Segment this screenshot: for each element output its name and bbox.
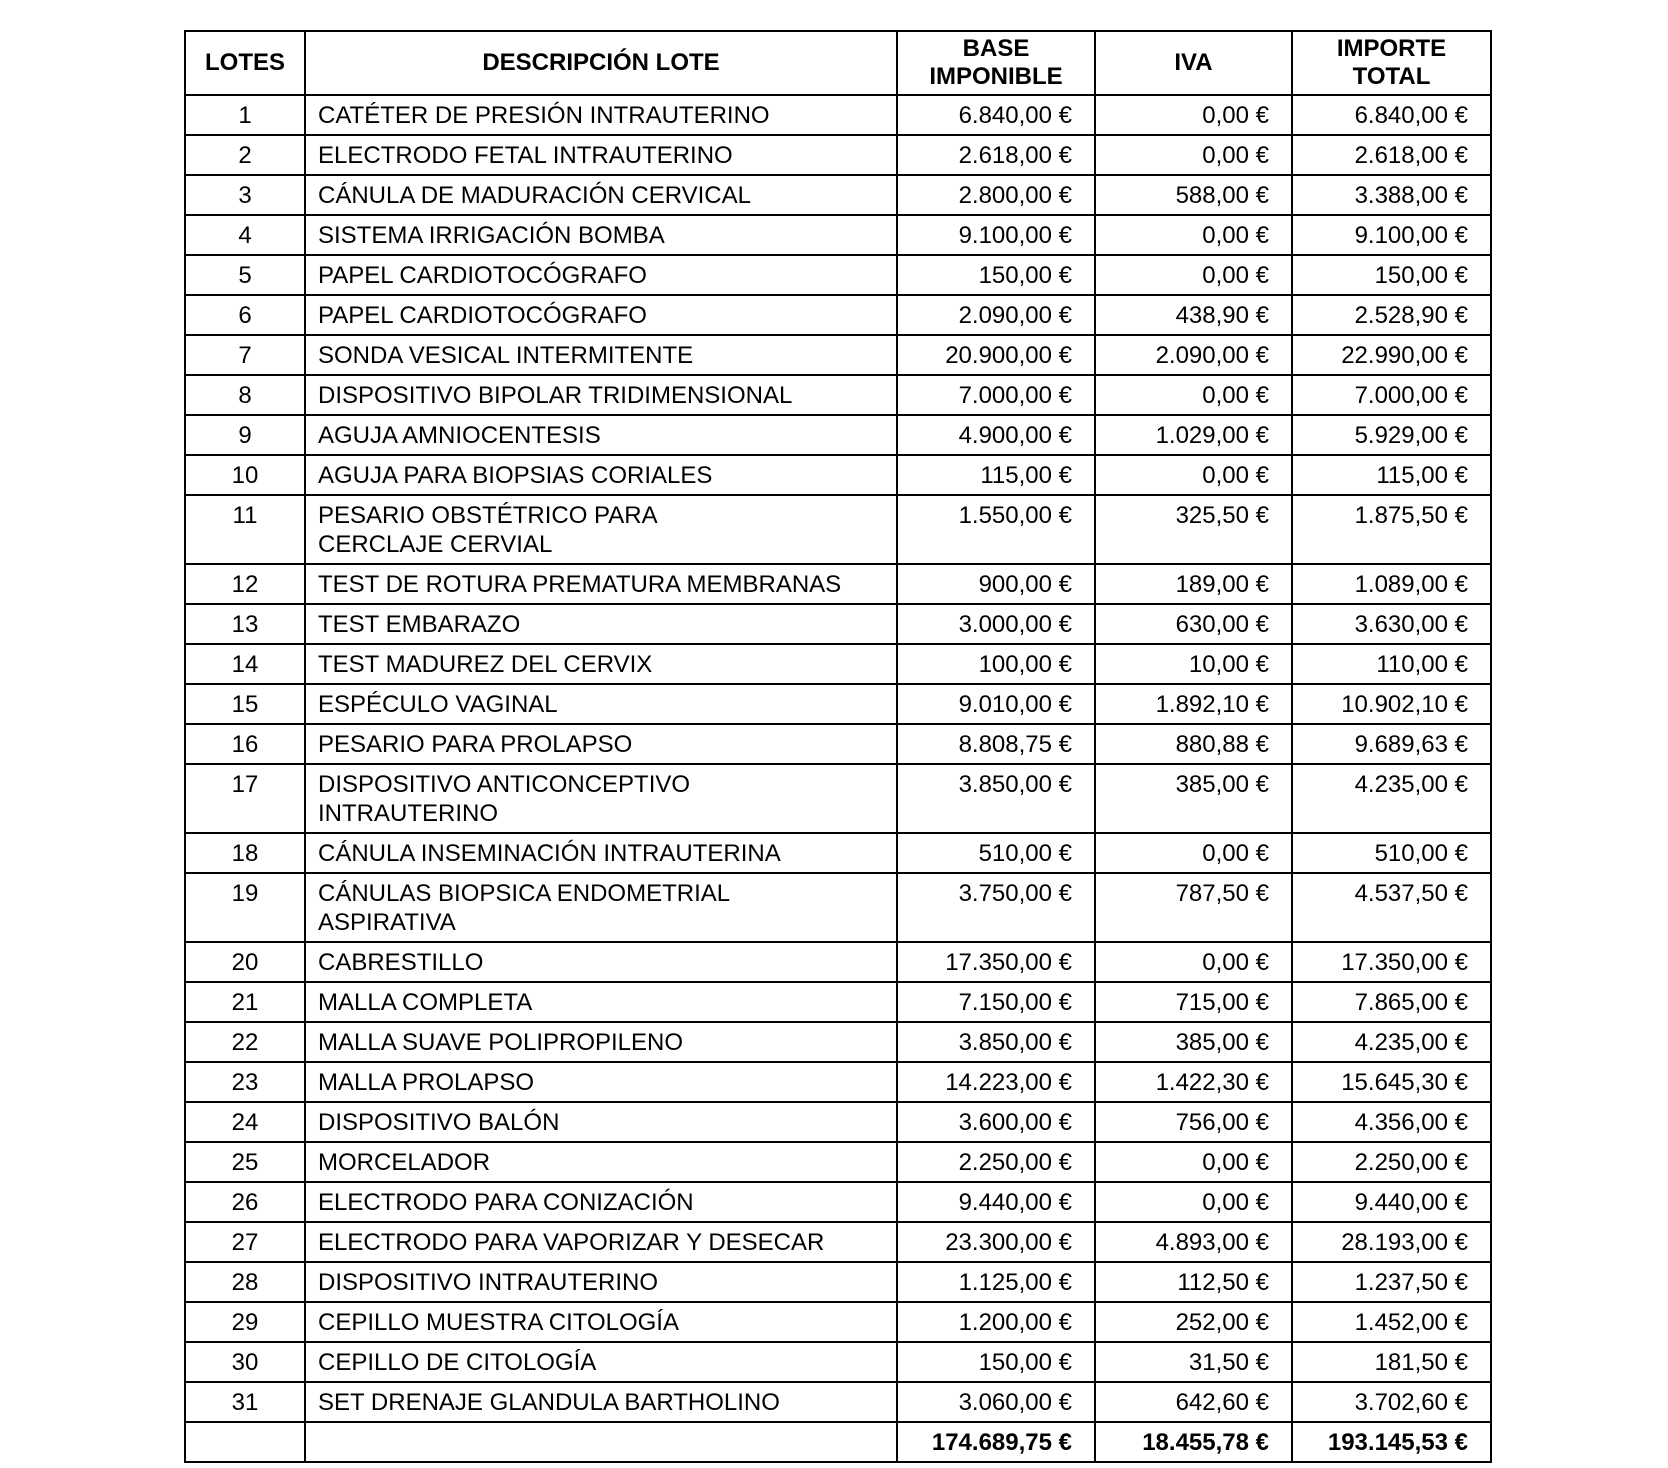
table-row: [185, 255, 1491, 295]
lote-cell: 13: [185, 604, 305, 644]
table-row: [185, 135, 1491, 175]
table-row: [185, 564, 1491, 604]
base-cell: 23.300,00 €: [897, 1222, 1095, 1262]
base-cell: 7.000,00 €: [897, 375, 1095, 415]
table-row: [185, 764, 1491, 833]
lote-cell: 4: [185, 215, 305, 255]
total-importe: 193.145,53 €: [1292, 1422, 1491, 1462]
total-cell: 9.689,63 €: [1292, 724, 1491, 764]
total-cell: 181,50 €: [1292, 1342, 1491, 1382]
lote-cell: 3: [185, 175, 305, 215]
description-cell: DISPOSITIVO ANTICONCEPTIVO INTRAUTERINO: [305, 764, 897, 833]
table-row: [185, 644, 1491, 684]
lote-cell: 19: [185, 873, 305, 942]
total-cell: 5.929,00 €: [1292, 415, 1491, 455]
iva-cell: 0,00 €: [1095, 95, 1292, 135]
iva-cell: 31,50 €: [1095, 1342, 1292, 1382]
description-cell: CÁNULA INSEMINACIÓN INTRAUTERINA: [305, 833, 897, 873]
total-cell: 1.237,50 €: [1292, 1262, 1491, 1302]
total-cell: 9.100,00 €: [1292, 215, 1491, 255]
description-cell: TEST EMBARAZO: [305, 604, 897, 644]
totals-empty-lote: [185, 1422, 305, 1462]
iva-cell: 715,00 €: [1095, 982, 1292, 1022]
base-cell: 17.350,00 €: [897, 942, 1095, 982]
iva-cell: 0,00 €: [1095, 215, 1292, 255]
iva-cell: 252,00 €: [1095, 1302, 1292, 1342]
iva-cell: 0,00 €: [1095, 1142, 1292, 1182]
table-row: [185, 1342, 1491, 1382]
table-row: [185, 1182, 1491, 1222]
table-row: [185, 942, 1491, 982]
lote-cell: 1: [185, 95, 305, 135]
table-row: [185, 604, 1491, 644]
description-cell: PESARIO PARA PROLAPSO: [305, 724, 897, 764]
description-cell: CABRESTILLO: [305, 942, 897, 982]
table-row: [185, 1382, 1491, 1422]
header-iva: IVA: [1095, 31, 1292, 95]
description-cell: ELECTRODO FETAL INTRAUTERINO: [305, 135, 897, 175]
base-cell: 3.060,00 €: [897, 1382, 1095, 1422]
total-cell: 3.388,00 €: [1292, 175, 1491, 215]
table-row: [185, 1102, 1491, 1142]
description-cell: SONDA VESICAL INTERMITENTE: [305, 335, 897, 375]
description-cell: SISTEMA IRRIGACIÓN BOMBA: [305, 215, 897, 255]
total-cell: 2.618,00 €: [1292, 135, 1491, 175]
total-cell: 17.350,00 €: [1292, 942, 1491, 982]
description-cell: CÁNULA DE MADURACIÓN CERVICAL: [305, 175, 897, 215]
header-importe-total: IMPORTE TOTAL: [1292, 31, 1491, 95]
total-cell: 9.440,00 €: [1292, 1182, 1491, 1222]
iva-cell: 385,00 €: [1095, 1022, 1292, 1062]
lote-cell: 26: [185, 1182, 305, 1222]
lote-cell: 27: [185, 1222, 305, 1262]
table-row: [185, 215, 1491, 255]
table-row: [185, 1062, 1491, 1102]
lote-cell: 28: [185, 1262, 305, 1302]
lote-cell: 14: [185, 644, 305, 684]
description-cell: MALLA PROLAPSO: [305, 1062, 897, 1102]
table-row: [185, 375, 1491, 415]
table-row: [185, 873, 1491, 942]
description-cell: AGUJA PARA BIOPSIAS CORIALES: [305, 455, 897, 495]
total-cell: 1.089,00 €: [1292, 564, 1491, 604]
base-cell: 3.750,00 €: [897, 873, 1095, 942]
table-row: [185, 724, 1491, 764]
base-cell: 2.800,00 €: [897, 175, 1095, 215]
lote-cell: 15: [185, 684, 305, 724]
total-cell: 3.630,00 €: [1292, 604, 1491, 644]
base-cell: 7.150,00 €: [897, 982, 1095, 1022]
total-cell: 2.250,00 €: [1292, 1142, 1491, 1182]
lote-cell: 29: [185, 1302, 305, 1342]
base-cell: 3.000,00 €: [897, 604, 1095, 644]
header-base-imponible: BASE IMPONIBLE: [897, 31, 1095, 95]
table-row: [185, 1022, 1491, 1062]
total-cell: 1.452,00 €: [1292, 1302, 1491, 1342]
iva-cell: 438,90 €: [1095, 295, 1292, 335]
total-cell: 115,00 €: [1292, 455, 1491, 495]
lote-cell: 21: [185, 982, 305, 1022]
iva-cell: 4.893,00 €: [1095, 1222, 1292, 1262]
iva-cell: 112,50 €: [1095, 1262, 1292, 1302]
lote-cell: 22: [185, 1022, 305, 1062]
description-cell: TEST DE ROTURA PREMATURA MEMBRANAS: [305, 564, 897, 604]
base-cell: 3.850,00 €: [897, 1022, 1095, 1062]
lote-cell: 24: [185, 1102, 305, 1142]
total-cell: 3.702,60 €: [1292, 1382, 1491, 1422]
iva-cell: 2.090,00 €: [1095, 335, 1292, 375]
table-row: [185, 1262, 1491, 1302]
description-cell: PAPEL CARDIOTOCÓGRAFO: [305, 255, 897, 295]
base-cell: 3.850,00 €: [897, 764, 1095, 833]
iva-cell: 0,00 €: [1095, 375, 1292, 415]
lote-cell: 5: [185, 255, 305, 295]
lote-cell: 2: [185, 135, 305, 175]
iva-cell: 10,00 €: [1095, 644, 1292, 684]
description-cell: ELECTRODO PARA CONIZACIÓN: [305, 1182, 897, 1222]
total-cell: 7.000,00 €: [1292, 375, 1491, 415]
base-cell: 20.900,00 €: [897, 335, 1095, 375]
base-cell: 115,00 €: [897, 455, 1095, 495]
total-cell: 4.235,00 €: [1292, 764, 1491, 833]
base-cell: 1.550,00 €: [897, 495, 1095, 564]
base-cell: 3.600,00 €: [897, 1102, 1095, 1142]
base-cell: 900,00 €: [897, 564, 1095, 604]
table-row: [185, 95, 1491, 135]
total-base: 174.689,75 €: [897, 1422, 1095, 1462]
table-row: [185, 1142, 1491, 1182]
base-cell: 150,00 €: [897, 255, 1095, 295]
lote-cell: 11: [185, 495, 305, 564]
table-row: [185, 982, 1491, 1022]
description-cell: PESARIO OBSTÉTRICO PARA CERCLAJE CERVIAL: [305, 495, 897, 564]
iva-cell: 1.029,00 €: [1095, 415, 1292, 455]
total-cell: 22.990,00 €: [1292, 335, 1491, 375]
lote-cell: 23: [185, 1062, 305, 1102]
iva-cell: 325,50 €: [1095, 495, 1292, 564]
lote-cell: 25: [185, 1142, 305, 1182]
lote-cell: 16: [185, 724, 305, 764]
base-cell: 150,00 €: [897, 1342, 1095, 1382]
iva-cell: 0,00 €: [1095, 942, 1292, 982]
table-row: [185, 335, 1491, 375]
description-cell: DISPOSITIVO BIPOLAR TRIDIMENSIONAL: [305, 375, 897, 415]
lote-cell: 10: [185, 455, 305, 495]
lote-cell: 8: [185, 375, 305, 415]
table-row: [185, 295, 1491, 335]
total-cell: 4.537,50 €: [1292, 873, 1491, 942]
base-cell: 100,00 €: [897, 644, 1095, 684]
lote-cell: 30: [185, 1342, 305, 1382]
total-cell: 1.875,50 €: [1292, 495, 1491, 564]
base-cell: 2.618,00 €: [897, 135, 1095, 175]
base-cell: 4.900,00 €: [897, 415, 1095, 455]
total-cell: 510,00 €: [1292, 833, 1491, 873]
description-cell: CATÉTER DE PRESIÓN INTRAUTERINO: [305, 95, 897, 135]
base-cell: 14.223,00 €: [897, 1062, 1095, 1102]
lote-cell: 12: [185, 564, 305, 604]
base-cell: 510,00 €: [897, 833, 1095, 873]
description-cell: PAPEL CARDIOTOCÓGRAFO: [305, 295, 897, 335]
total-cell: 110,00 €: [1292, 644, 1491, 684]
description-cell: ESPÉCULO VAGINAL: [305, 684, 897, 724]
iva-cell: 1.422,30 €: [1095, 1062, 1292, 1102]
description-cell: MALLA SUAVE POLIPROPILENO: [305, 1022, 897, 1062]
header-row: [185, 31, 1491, 95]
total-cell: 10.902,10 €: [1292, 684, 1491, 724]
iva-cell: 1.892,10 €: [1095, 684, 1292, 724]
total-cell: 4.235,00 €: [1292, 1022, 1491, 1062]
iva-cell: 189,00 €: [1095, 564, 1292, 604]
header-descripcion: DESCRIPCIÓN LOTE: [305, 31, 897, 95]
table-row: [185, 684, 1491, 724]
table-row: [185, 495, 1491, 564]
total-iva: 18.455,78 €: [1095, 1422, 1292, 1462]
base-cell: 9.100,00 €: [897, 215, 1095, 255]
iva-cell: 0,00 €: [1095, 255, 1292, 295]
table-row: [185, 455, 1491, 495]
description-cell: TEST MADUREZ DEL CERVIX: [305, 644, 897, 684]
description-cell: MORCELADOR: [305, 1142, 897, 1182]
base-cell: 6.840,00 €: [897, 95, 1095, 135]
header-lotes: LOTES: [185, 31, 305, 95]
table-row: [185, 415, 1491, 455]
description-cell: ELECTRODO PARA VAPORIZAR Y DESECAR: [305, 1222, 897, 1262]
lote-cell: 20: [185, 942, 305, 982]
base-cell: 9.440,00 €: [897, 1182, 1095, 1222]
description-cell: AGUJA AMNIOCENTESIS: [305, 415, 897, 455]
description-cell: SET DRENAJE GLANDULA BARTHOLINO: [305, 1382, 897, 1422]
base-cell: 1.125,00 €: [897, 1262, 1095, 1302]
base-cell: 1.200,00 €: [897, 1302, 1095, 1342]
lote-cell: 9: [185, 415, 305, 455]
iva-cell: 588,00 €: [1095, 175, 1292, 215]
iva-cell: 787,50 €: [1095, 873, 1292, 942]
iva-cell: 0,00 €: [1095, 135, 1292, 175]
total-cell: 150,00 €: [1292, 255, 1491, 295]
base-cell: 9.010,00 €: [897, 684, 1095, 724]
total-cell: 28.193,00 €: [1292, 1222, 1491, 1262]
lote-cell: 31: [185, 1382, 305, 1422]
iva-cell: 0,00 €: [1095, 455, 1292, 495]
total-cell: 4.356,00 €: [1292, 1102, 1491, 1142]
iva-cell: 630,00 €: [1095, 604, 1292, 644]
table-body: [185, 95, 1491, 1422]
lote-cell: 18: [185, 833, 305, 873]
description-cell: CÁNULAS BIOPSICA ENDOMETRIAL ASPIRATIVA: [305, 873, 897, 942]
totals-empty-desc: [305, 1422, 897, 1462]
total-cell: 15.645,30 €: [1292, 1062, 1491, 1102]
table-row: [185, 175, 1491, 215]
description-cell: DISPOSITIVO INTRAUTERINO: [305, 1262, 897, 1302]
total-cell: 6.840,00 €: [1292, 95, 1491, 135]
table-row: [185, 833, 1491, 873]
totals-row: [185, 1422, 1491, 1462]
iva-cell: 385,00 €: [1095, 764, 1292, 833]
lote-cell: 6: [185, 295, 305, 335]
total-cell: 2.528,90 €: [1292, 295, 1491, 335]
lote-cell: 7: [185, 335, 305, 375]
total-cell: 7.865,00 €: [1292, 982, 1491, 1022]
description-cell: CEPILLO DE CITOLOGÍA: [305, 1342, 897, 1382]
iva-cell: 756,00 €: [1095, 1102, 1292, 1142]
base-cell: 8.808,75 €: [897, 724, 1095, 764]
lote-cell: 17: [185, 764, 305, 833]
iva-cell: 642,60 €: [1095, 1382, 1292, 1422]
table-row: [185, 1222, 1491, 1262]
base-cell: 2.250,00 €: [897, 1142, 1095, 1182]
description-cell: CEPILLO MUESTRA CITOLOGÍA: [305, 1302, 897, 1342]
iva-cell: 0,00 €: [1095, 1182, 1292, 1222]
description-cell: DISPOSITIVO BALÓN: [305, 1102, 897, 1142]
base-cell: 2.090,00 €: [897, 295, 1095, 335]
lots-table: [184, 30, 1492, 1463]
iva-cell: 0,00 €: [1095, 833, 1292, 873]
table-row: [185, 1302, 1491, 1342]
iva-cell: 880,88 €: [1095, 724, 1292, 764]
description-cell: MALLA COMPLETA: [305, 982, 897, 1022]
